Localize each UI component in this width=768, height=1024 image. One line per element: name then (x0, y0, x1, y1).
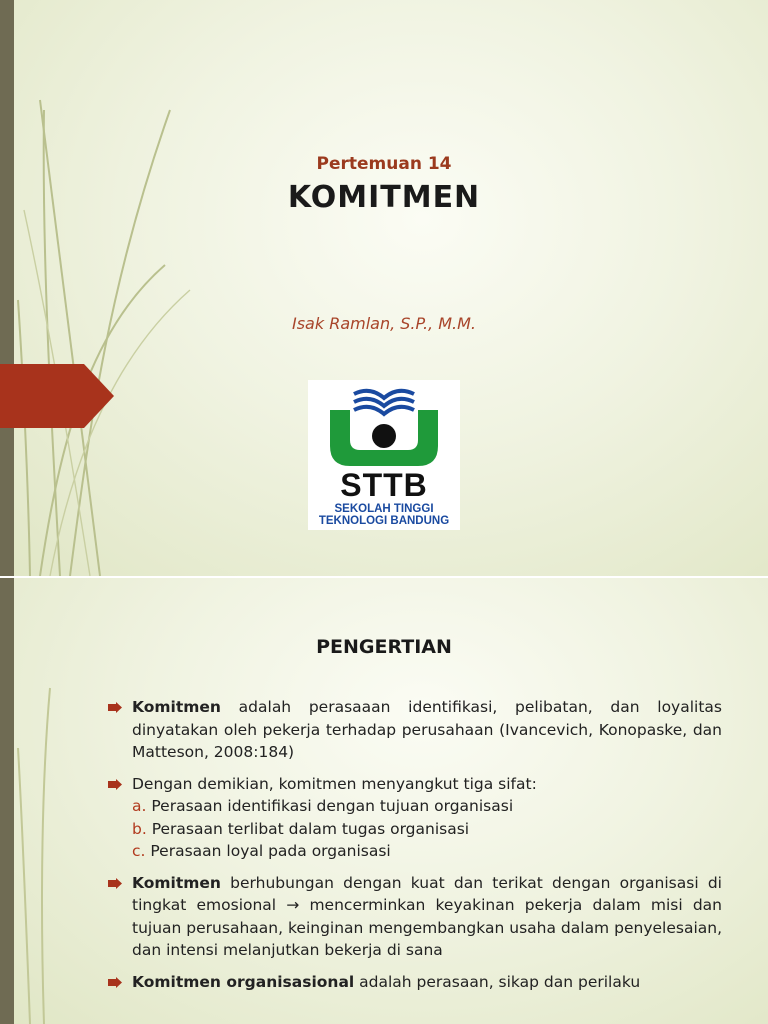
logo-line-1: SEKOLAH TINGGI (334, 503, 434, 515)
bullet-item (108, 773, 722, 863)
arrow-bullet-icon (108, 702, 122, 713)
sub-item-text: Perasaan identifikasi dengan tujuan organisasi (146, 797, 514, 815)
bullet-item (108, 971, 722, 994)
sub-item (108, 840, 722, 863)
accent-tab (0, 364, 114, 428)
bullet-text: adalah perasaan, sikap dan perilaku (354, 972, 641, 991)
sub-item-letter: c. (132, 842, 146, 860)
logo-name: STTB (340, 467, 428, 503)
author-name: Isak Ramlan, S.P., M.M. (291, 314, 476, 333)
bullet-term: Komitmen organisasional (132, 972, 355, 991)
logo-emblem-icon (308, 380, 460, 470)
section-heading: PENGERTIAN (316, 636, 452, 658)
logo-line-2: TEKNOLOGI BANDUNG (318, 515, 450, 527)
sub-item (108, 818, 722, 841)
slide-sidebar (0, 0, 14, 576)
sub-item (108, 795, 722, 818)
sub-item-text: Perasaan loyal pada organisasi (145, 842, 391, 860)
content-body (108, 696, 722, 1002)
sub-item-letter: a. (132, 797, 147, 815)
bullet-text: Dengan demikian, komitmen menyangkut tiga sifat: (132, 774, 537, 793)
bullet-term: Komitmen (132, 873, 221, 892)
arrow-bullet-icon (108, 878, 122, 889)
bullet-term: Komitmen (132, 698, 221, 716)
slide-title: KOMITMEN (287, 180, 481, 215)
content-slide (0, 578, 768, 1024)
arrow-bullet-icon (108, 779, 122, 790)
bullet-item (108, 872, 722, 962)
grass-decoration (0, 0, 200, 576)
bullet-item (108, 696, 722, 764)
sub-item-text: Perasaan terlibat dalam tugas organisasi (146, 819, 470, 838)
bullet-text: adalah perasaaan identifikasi, pelibatan, dan loyalitas dinyatakan oleh pekerja terhadap perusahaan (Ivancevich, Konopaske, dan Matteson, 2008:184) (132, 698, 722, 761)
slide-subtitle: Pertemuan 14 (316, 154, 452, 174)
arrow-bullet-icon (108, 977, 122, 988)
sub-list (108, 795, 722, 863)
bullet-text: berhubungan dengan kuat dan terikat dengan organisasi di tingkat emosional → mencerminkan keyakinan pekerja dalam misi dan tujuan perusahaan, keinginan mengembangkan usaha dalam penyelesaian, dan intensi melanjutkan bekerja di sana (132, 873, 722, 959)
sub-item-letter: b. (132, 819, 147, 838)
sttb-logo (308, 380, 460, 530)
